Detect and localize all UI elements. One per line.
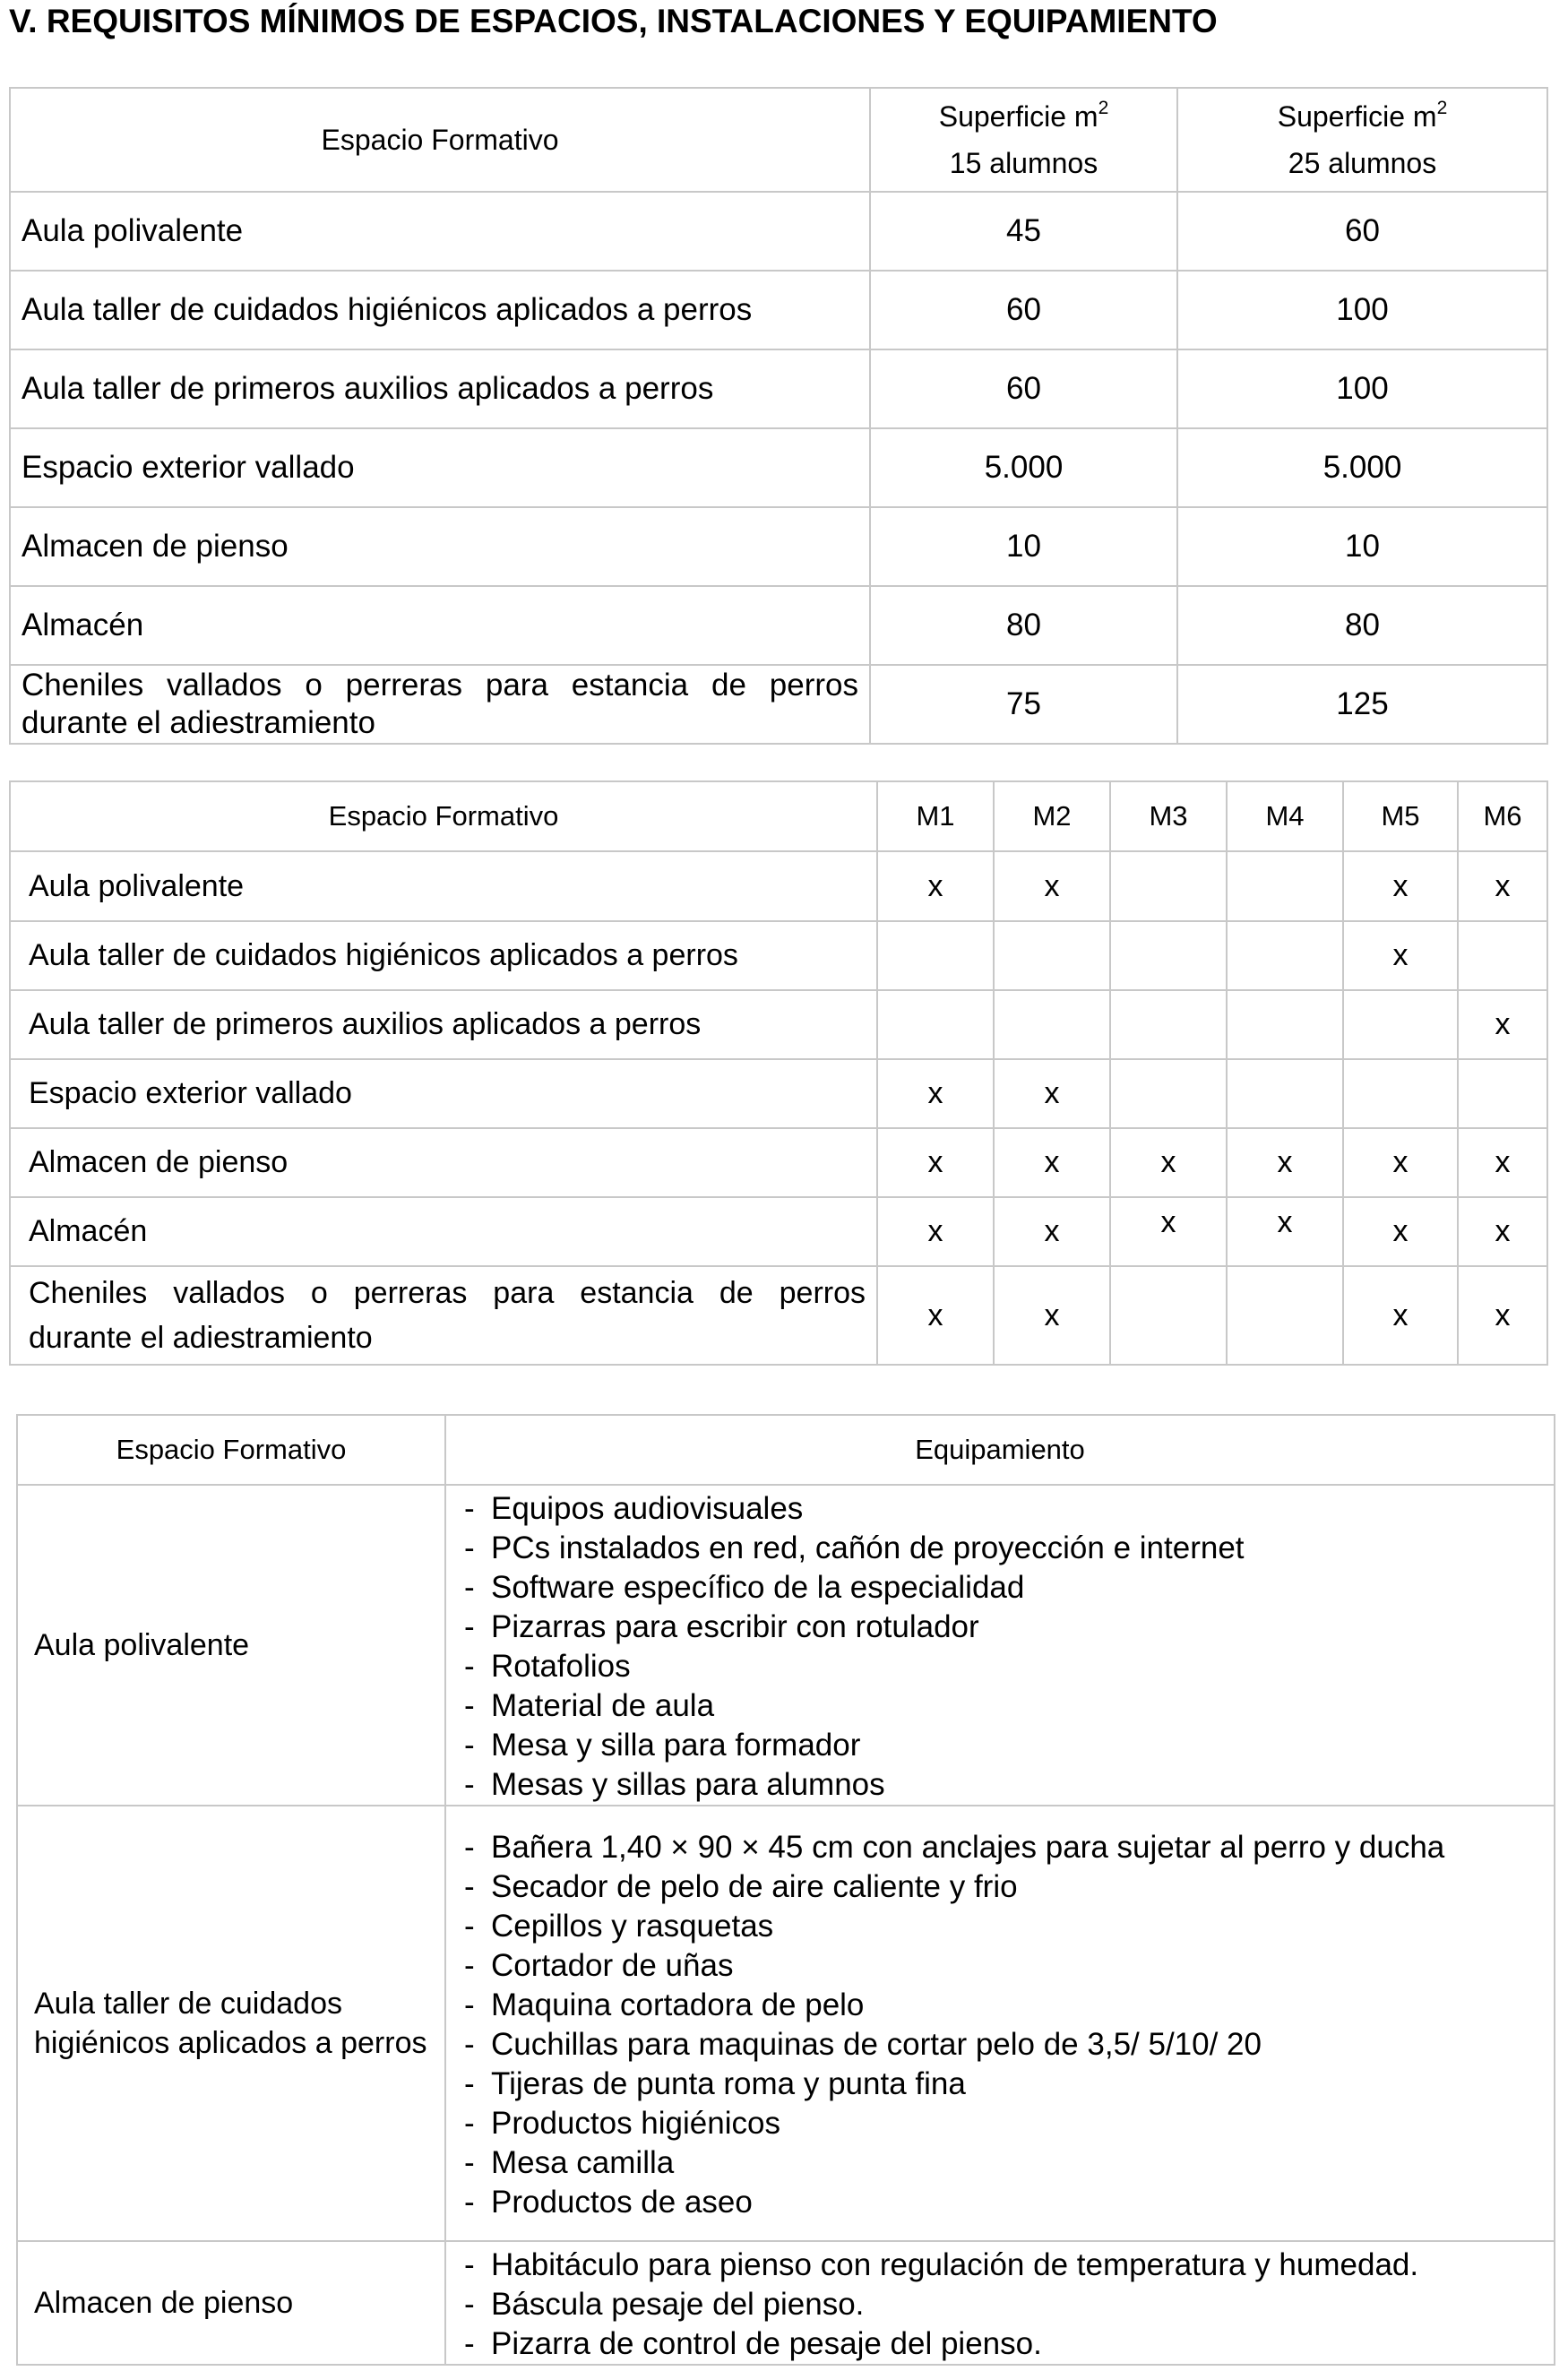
list-item: - Rotafolios xyxy=(446,1647,1541,1686)
header-superficie-25-sup: 2 xyxy=(1436,98,1448,118)
mark-m3 xyxy=(1110,990,1227,1059)
row-space: Aula taller de cuidados higiénicos aplicados a perros xyxy=(10,921,877,990)
surface-table-header xyxy=(10,88,1547,192)
mark-m5: x xyxy=(1343,1266,1458,1365)
row-space: Almacen de pienso xyxy=(17,2241,445,2365)
equipment-list-cell xyxy=(445,1806,1555,2241)
mark-m6: x xyxy=(1458,851,1547,921)
header-espacio-formativo: Espacio Formativo xyxy=(10,781,877,851)
table-row xyxy=(10,921,1547,990)
mark-m5: x xyxy=(1343,921,1458,990)
mark-m6: x xyxy=(1458,990,1547,1059)
row-space: Aula taller de cuidados higiénicos aplicados a perros xyxy=(10,271,870,349)
table-row xyxy=(10,1059,1547,1128)
row-space-line1: Cheniles vallados o perreras para estancia de perros xyxy=(22,668,858,703)
row-15-value: 60 xyxy=(870,349,1177,428)
mark-m3 xyxy=(1110,921,1227,990)
list-item: - Pizarra de control de pesaje del pienso. xyxy=(446,2324,1541,2364)
row-25-value: 10 xyxy=(1177,507,1547,586)
surface-table xyxy=(9,87,1548,745)
row-space-line2: durante el adiestramiento xyxy=(22,705,375,740)
row-space: Aula polivalente xyxy=(10,192,870,271)
mark-m1: x xyxy=(877,851,994,921)
row-15-value: 80 xyxy=(870,586,1177,665)
table-row xyxy=(10,1197,1547,1266)
header-15-alumnos: 15 alumnos xyxy=(949,147,1098,179)
header-superficie-25-label: Superficie m xyxy=(1277,100,1437,133)
mark-m2: x xyxy=(994,1059,1110,1128)
list-item: - Productos de aseo xyxy=(446,2183,1541,2222)
mark-m2 xyxy=(994,990,1110,1059)
mark-m3: x xyxy=(1110,1128,1227,1197)
equipment-list xyxy=(446,1486,1554,1805)
mark-m1: x xyxy=(877,1266,994,1365)
list-item: - Pizarras para escribir con rotulador xyxy=(446,1608,1541,1647)
header-superficie-15 xyxy=(870,88,1177,192)
mark-m3 xyxy=(1110,1266,1227,1365)
header-m3: M3 xyxy=(1110,781,1227,851)
table-row xyxy=(10,586,1547,665)
list-item: - Software específico de la especialidad xyxy=(446,1568,1541,1608)
table-row xyxy=(10,851,1547,921)
table-row xyxy=(10,990,1547,1059)
mark-m2: x xyxy=(994,1197,1110,1266)
table-row xyxy=(17,2241,1555,2365)
row-space-line2: durante el adiestramiento xyxy=(29,1321,373,1355)
mark-m1: x xyxy=(877,1197,994,1266)
row-space: Almacen de pienso xyxy=(10,1128,877,1197)
mark-m2: x xyxy=(994,851,1110,921)
header-25-alumnos: 25 alumnos xyxy=(1288,147,1437,179)
table-row xyxy=(17,1485,1555,1806)
mark-m1 xyxy=(877,990,994,1059)
mark-m6 xyxy=(1458,921,1547,990)
row-space xyxy=(10,665,870,744)
mark-m2 xyxy=(994,921,1110,990)
list-item: - Cepillos y rasquetas xyxy=(446,1907,1541,1946)
row-space: Almacén xyxy=(10,1197,877,1266)
mark-m1: x xyxy=(877,1059,994,1128)
row-25-value: 100 xyxy=(1177,349,1547,428)
list-item: - Cuchillas para maquinas de cortar pelo de 3,5/ 5/10/ 20 xyxy=(446,2025,1541,2065)
mark-m5: x xyxy=(1343,1128,1458,1197)
mark-m5: x xyxy=(1343,1197,1458,1266)
row-space: Espacio exterior vallado xyxy=(10,428,870,507)
mark-m1: x xyxy=(877,1128,994,1197)
header-m2: M2 xyxy=(994,781,1110,851)
row-space: Aula taller de cuidados higiénicos aplicados a perros xyxy=(17,1806,445,2241)
list-item: - Habitáculo para pienso con regulación de temperatura y humedad. xyxy=(446,2246,1541,2285)
table-row xyxy=(10,1266,1547,1365)
mark-m4 xyxy=(1227,990,1343,1059)
row-25-value: 60 xyxy=(1177,192,1547,271)
row-25-value: 100 xyxy=(1177,271,1547,349)
mark-m4: x xyxy=(1227,1197,1343,1266)
table-row xyxy=(10,428,1547,507)
list-item: - Secador de pelo de aire caliente y frio xyxy=(446,1867,1541,1907)
mark-m6: x xyxy=(1458,1197,1547,1266)
list-item: - Tijeras de punta roma y punta fina xyxy=(446,2065,1541,2104)
list-item: - PCs instalados en red, cañón de proyección e internet xyxy=(446,1529,1541,1568)
list-item: - Cortador de uñas xyxy=(446,1946,1541,1986)
mark-m1 xyxy=(877,921,994,990)
header-m4: M4 xyxy=(1227,781,1343,851)
header-superficie-15-sup: 2 xyxy=(1098,98,1109,118)
row-space: Espacio exterior vallado xyxy=(10,1059,877,1128)
header-espacio-formativo: Espacio Formativo xyxy=(10,88,870,192)
list-item: - Material de aula xyxy=(446,1686,1541,1726)
table-row xyxy=(10,349,1547,428)
mark-m5: x xyxy=(1343,851,1458,921)
header-superficie-15-label: Superficie m xyxy=(938,100,1098,133)
mark-m4: x xyxy=(1227,1128,1343,1197)
mark-m3: x xyxy=(1110,1197,1227,1266)
mark-m2: x xyxy=(994,1128,1110,1197)
table-row xyxy=(17,1806,1555,2241)
row-15-value: 10 xyxy=(870,507,1177,586)
mark-m4 xyxy=(1227,921,1343,990)
table-row xyxy=(10,192,1547,271)
equipment-list-cell xyxy=(445,1485,1555,1806)
equipment-list xyxy=(446,1824,1554,2222)
row-space: Aula taller de primeros auxilios aplicados a perros xyxy=(10,349,870,428)
modules-table-header xyxy=(10,781,1547,851)
mark-m6: x xyxy=(1458,1128,1547,1197)
list-item: - Productos higiénicos xyxy=(446,2104,1541,2143)
table-row xyxy=(10,1128,1547,1197)
list-item: - Báscula pesaje del pienso. xyxy=(446,2285,1541,2324)
equipment-list xyxy=(446,2242,1554,2364)
row-space: Almacén xyxy=(10,586,870,665)
table-row xyxy=(10,665,1547,744)
mark-m4 xyxy=(1227,851,1343,921)
row-25-value: 125 xyxy=(1177,665,1547,744)
header-espacio-formativo: Espacio Formativo xyxy=(17,1415,445,1485)
header-m1: M1 xyxy=(877,781,994,851)
row-space: Aula polivalente xyxy=(17,1485,445,1806)
row-space: Aula polivalente xyxy=(10,851,877,921)
mark-m4 xyxy=(1227,1266,1343,1365)
table-row xyxy=(10,507,1547,586)
row-25-value: 5.000 xyxy=(1177,428,1547,507)
row-space: Almacen de pienso xyxy=(10,507,870,586)
mark-m5 xyxy=(1343,1059,1458,1128)
list-item: - Mesa camilla xyxy=(446,2143,1541,2183)
row-15-value: 45 xyxy=(870,192,1177,271)
list-item: - Maquina cortadora de pelo xyxy=(446,1986,1541,2025)
equipment-list-cell xyxy=(445,2241,1555,2365)
header-m6: M6 xyxy=(1458,781,1547,851)
mark-m3 xyxy=(1110,1059,1227,1128)
list-item: - Bañera 1,40 × 90 × 45 cm con anclajes para sujetar al perro y ducha xyxy=(446,1828,1541,1867)
list-item: - Mesas y sillas para alumnos xyxy=(446,1765,1541,1805)
header-m5: M5 xyxy=(1343,781,1458,851)
list-item: - Mesa y silla para formador xyxy=(446,1726,1541,1765)
table-row xyxy=(10,271,1547,349)
mark-m5 xyxy=(1343,990,1458,1059)
header-equipamiento: Equipamiento xyxy=(445,1415,1555,1485)
row-15-value: 75 xyxy=(870,665,1177,744)
row-25-value: 80 xyxy=(1177,586,1547,665)
mark-m4 xyxy=(1227,1059,1343,1128)
equipment-table-header xyxy=(17,1415,1555,1485)
row-space: Aula taller de primeros auxilios aplicados a perros xyxy=(10,990,877,1059)
equipment-table xyxy=(16,1414,1555,2366)
mark-m6: x xyxy=(1458,1266,1547,1365)
mark-m2: x xyxy=(994,1266,1110,1365)
row-15-value: 5.000 xyxy=(870,428,1177,507)
modules-table xyxy=(9,780,1548,1366)
row-space xyxy=(10,1266,877,1365)
page-title: V. REQUISITOS MÍNIMOS DE ESPACIOS, INSTALACIONES Y EQUIPAMIENTO xyxy=(9,3,1218,39)
header-superficie-25 xyxy=(1177,88,1547,192)
row-space-line1: Cheniles vallados o perreras para estancia de perros xyxy=(29,1276,866,1310)
list-item: - Equipos audiovisuales xyxy=(446,1489,1541,1529)
mark-m3 xyxy=(1110,851,1227,921)
row-15-value: 60 xyxy=(870,271,1177,349)
mark-m6 xyxy=(1458,1059,1547,1128)
